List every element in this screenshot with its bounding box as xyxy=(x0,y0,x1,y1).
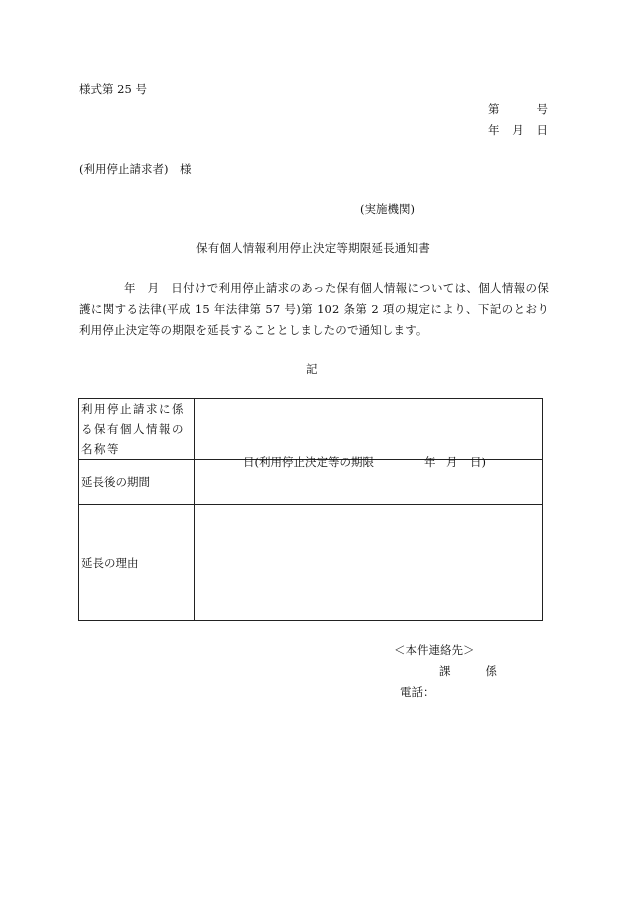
contact-section: 課 xyxy=(439,664,451,678)
label-extended-period: 延長後の期間 xyxy=(79,460,195,505)
date-year: 年 xyxy=(488,123,500,137)
date-month: 月 xyxy=(512,123,524,137)
period-day-end: 日) xyxy=(470,455,486,469)
value-extension-reason xyxy=(195,505,543,621)
contact-subsection: 係 xyxy=(485,664,497,678)
body-text: 年 月 日付けで利用停止請求のあった保有個人情報については、個人情報の保護に関する法律(平成 15 年法律第 57 号)第 102 条第 2 項の規定により、下記のとおり利用停止決定等の期限を延長することとしましたので通知します。 xyxy=(79,281,549,337)
info-table xyxy=(78,398,543,621)
period-month: 月 xyxy=(446,455,458,469)
table-row-reason xyxy=(79,505,543,621)
value-extended-period xyxy=(195,455,543,505)
document-number-prefix: 第 xyxy=(488,102,500,116)
recipient: (利用停止請求者) 様 xyxy=(79,162,192,176)
contact-department xyxy=(439,666,497,678)
table-row-period xyxy=(79,460,543,505)
document-number xyxy=(488,104,548,116)
issue-date xyxy=(488,125,548,137)
form-number: 様式第 25 号 xyxy=(79,82,147,96)
period-year: 年 xyxy=(424,455,436,469)
label-extension-reason: 延長の理由 xyxy=(79,505,195,621)
period-day: 日(利用停止決定等の期限 xyxy=(243,455,374,469)
document-title: 保有個人情報利用停止決定等期限延長通知書 xyxy=(196,241,430,255)
institution: (実施機関) xyxy=(360,202,415,216)
contact-heading: ＜本件連絡先＞ xyxy=(394,643,475,657)
label-request-info-name: 利用停止請求に係る保有個人情報の名称等 xyxy=(79,399,195,460)
value-request-info-name xyxy=(195,399,543,460)
date-day: 日 xyxy=(536,123,548,137)
table-row-name xyxy=(79,399,543,460)
ki-heading: 記 xyxy=(306,362,318,376)
document-number-suffix: 号 xyxy=(536,102,548,116)
contact-phone: 電話： xyxy=(400,685,435,699)
